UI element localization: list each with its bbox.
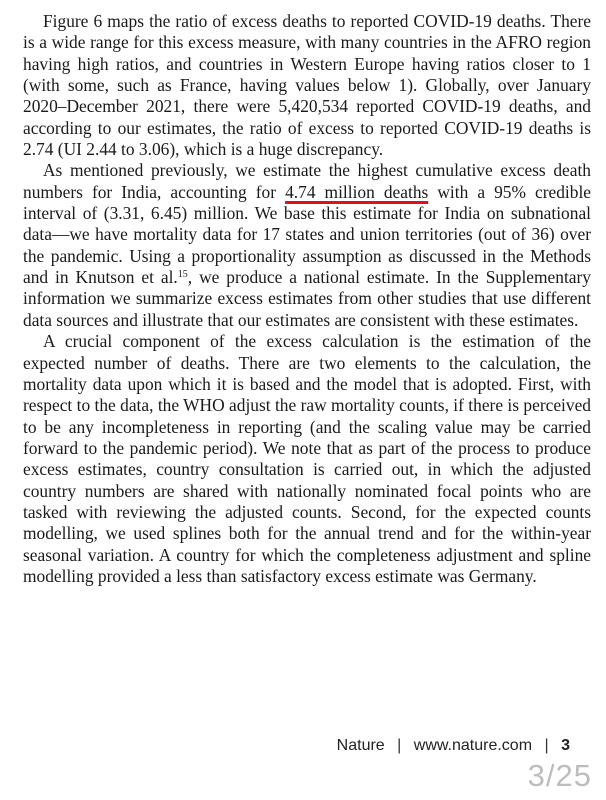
article-body [23,11,591,587]
highlighted-phrase: 4.74 million deaths [285,181,429,202]
paragraph-figure6 [23,11,591,160]
page-number: 3 [561,737,570,754]
page-counter: 3/25 [527,758,592,793]
journal-url[interactable]: www.nature.com [413,737,533,754]
paragraph-text: with a 95% credible interval of (3.31, 6.45) million. We base this estimate for India on subnational data—we have mortality data for 17 states and union territories (out of 36) over the pandemic. Using a proportionality assumption as discussed in the Methods and in Knutson et al. [23,181,592,288]
paragraph-text: A crucial component of the excess calculation is the estimation of the expected number of deaths. There are two elements to the calculation, the mortality data upon which it is based and the model that is adopted. First, with respect to the data, the WHO adjust the raw mortality counts, if there is perceived to be any incompleteness in reporting (and the scaling value may be carried forward to the pandemic period). We note that as part of the process to produce excess estimates, country consultation is carried out, in which the adjusted country numbers are shared with nationally nominated focal points who are tasked with reviewing the adjusted counts. Second, for the expected counts modelling, we used splines both for the annual trend and for the within-year seasonal variation. A country for which the completeness adjustment and spline modelling provided a less than satisfactory excess estimate was Germany. [23,331,591,586]
footer-separator: | [544,737,549,754]
journal-name: Nature [336,737,385,754]
paragraph-text: As mentioned previously, we estimate the highest cumulative excess death numbers for India, accounting for [23,160,591,202]
paragraph-text: , we produce a national estimate. In the Supplementary information we summarize excess estimates from other studies that use different data sources and illustrate that our estimates are consistent with these estimates. [23,267,592,330]
paragraph-expected-deaths [23,331,591,587]
citation-reference[interactable]: 15 [177,269,188,281]
page-footer [337,737,570,755]
paragraph-text: Figure 6 maps the ratio of excess deaths to reported COVID-19 deaths. There is a wide range for this excess measure, with many countries in the AFRO region having high ratios, and countries in Western Europe having ratios closer to 1 (with some, such as France, having values below 1). Globally, over January 2020–December 2021, there were 5,420,534 reported COVID-19 deaths, and according to our estimates, the ratio of excess to reported COVID-19 deaths is 2.74 (UI 2.44 to 3.06), which is a huge discrepancy. [23,11,591,160]
paragraph-india [23,160,591,331]
footer-separator: | [397,737,402,754]
